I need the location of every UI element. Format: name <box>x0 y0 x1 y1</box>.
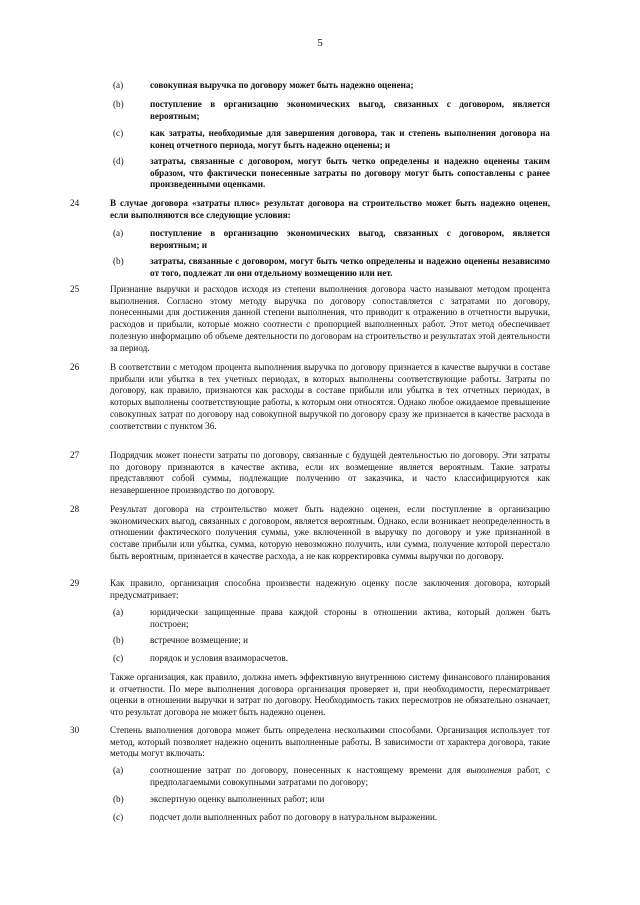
paragraph-number: 25 <box>70 284 80 294</box>
item-label: (a) <box>113 765 124 775</box>
paragraph-text: В соответствии с методом процента выполнения выручка по договору признается в качестве выручки в составе прибыли или убытка в тех учетных периодах, в которых выполнены соответствующие работы. Затраты по договору, как правило, признаются как расходы в составе прибыли или убытка в тех отчетных периодах, в которых выполнены соответствующие работы, к которым они относятся. Однако любое ожидаемое превышение совокупных затрат по договору над совокупной выручкой по договору сразу же признается в качестве расхода в соответствии с пунктом 36. <box>110 362 550 431</box>
page-number: 5 <box>317 37 323 49</box>
item-label: (c) <box>113 653 124 663</box>
item-label: (a) <box>113 80 124 90</box>
paragraph-number: 26 <box>70 362 80 372</box>
paragraph-number: 28 <box>70 504 80 514</box>
paragraph-number: 27 <box>70 450 80 460</box>
item-label: (a) <box>113 607 124 617</box>
list-item: экспертную оценку выполненных работ; или <box>150 794 325 804</box>
item-label: (c) <box>113 812 124 822</box>
item-text-part: соотношение затрат по договору, понесенных к настоящему времени для <box>150 765 467 775</box>
item-label: (b) <box>113 794 124 804</box>
item-label: (d) <box>113 156 124 166</box>
paragraph-text: Признание выручки и расходов исходя из степени выполнения договора часто называют методом процента выполнения. Согласно этому методу выручка по договору сопоставляется с затратами по договору, понесенными для достижения данной степени выполнения, что приводит к отражению в отчетности выручки, расходов и прибыли, которые можно соотнести с пропорцией выполненных работ. Этот метод обеспечивает полезную информацию об объеме деятельности по договорам на строительство и результатах этой деятельности за период. <box>110 284 550 353</box>
paragraph-text: Степень выполнения договора может быть определена несколькими способами. Организация использует тот метод, который позволяет надежно оценить выполненные работы. В зависимости от характера договора, такие методы могут включать: <box>110 725 550 759</box>
paragraph-text: Как правило, организация способна произвести надежную оценку после заключения договора, который предусматривает: <box>110 578 550 600</box>
item-label: (b) <box>113 99 124 109</box>
item-label: (b) <box>113 635 124 645</box>
paragraph-number: 30 <box>70 725 80 735</box>
paragraph-text: В случае договора «затраты плюс» результат договора на строительство может быть надежно оценен, если выполняются все следующие условия: <box>110 198 550 220</box>
paragraph-text: Также организация, как правило, должна иметь эффективную внутреннюю систему финансового планирования и отчетности. По мере выполнения договора организация проверяет и, при необходимости, пересматривает оценки в отношении выручки и затрат по договору. Необходимость таких пересмотров не обязательно означает, что результат договора не может быть надежно оценен. <box>110 672 550 718</box>
list-item: поступление в организацию экономических выгод, связанных с договором, является вероятным; <box>150 99 550 121</box>
list-item: порядок и условия взаиморасчетов. <box>150 653 289 663</box>
paragraph-text: Результат договора на строительство может быть надежно оценен, если поступление в организацию экономических выгод, связанных с договором, является вероятным. Однако, если возникает неопределенность в отношении фактического получения суммы, уже включенной в выручку по договору и уже признанной в составе прибыли или убытка, сумма, которую невозможно получить, или сумма, получение которой перестало быть вероятным, признается в качестве расхода, а не как корректировка суммы выручки по договору. <box>110 504 550 561</box>
list-item: затраты, связанные с договором, могут быть четко определены и надежно оценены таким образом, что фактически понесенные затраты по договору могут быть сопоставлены с ранее произведенными оценками. <box>150 156 550 190</box>
list-item: совокупная выручка по договору может быть надежно оценена; <box>150 80 414 90</box>
item-text-emphasis: выполнения <box>466 765 512 775</box>
paragraph-number: 29 <box>70 578 80 588</box>
item-text-part: работ, с предполагаемыми совокупными затратами по договору; <box>150 765 550 787</box>
list-item: поступление в организацию экономических выгод, связанных с договором, является вероятным; и <box>150 228 550 250</box>
item-label: (c) <box>113 128 124 138</box>
list-item: как затраты, необходимые для завершения договора, так и степень выполнения договора на конец отчетного периода, могут быть надежно оценены; и <box>150 128 550 150</box>
list-item: юридически защищенные права каждой стороны в отношении актива, который должен быть построен; <box>150 607 550 629</box>
item-label: (b) <box>113 256 124 266</box>
list-item: встречное возмещение; и <box>150 635 248 645</box>
paragraph-text: Подрядчик может понести затраты по договору, связанные с будущей деятельностью по договору. Эти затраты по договору признаются в качестве актива, если их возмещение является вероятным. Такие затраты представляют собой суммы, подлежащие получению от заказчика, и часто классифицируются как незавершенное производство по договору. <box>110 450 550 496</box>
list-item: подсчет доли выполненных работ по договору в натуральном выражении. <box>150 812 438 822</box>
paragraph-number: 24 <box>70 198 80 208</box>
list-item <box>150 765 550 788</box>
list-item: затраты, связанные с договором, могут быть четко определены и надежно оценены независимо от того, подлежат ли они отдельному возмещению или нет. <box>150 256 550 278</box>
item-label: (a) <box>113 228 124 238</box>
